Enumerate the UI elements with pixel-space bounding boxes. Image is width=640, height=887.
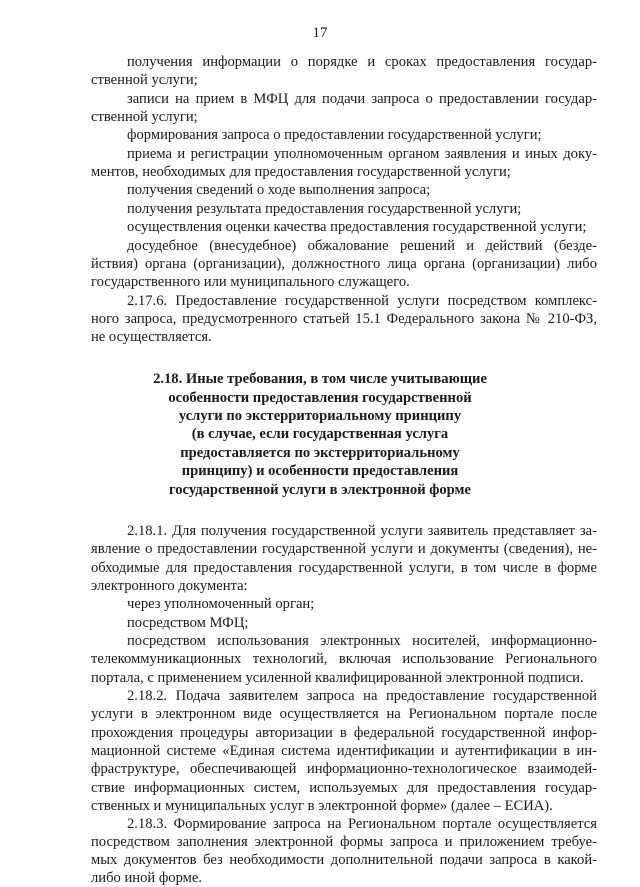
text-line: записи на прием в МФЦ для подачи запроса о предоставлении государ-	[127, 91, 597, 107]
section-heading-line: особенности предоставления государственной	[168, 390, 472, 406]
text-line: осуществления оценки качества предоставления государственной услуги;	[127, 219, 587, 235]
text-line: посредством использования электронных носителей, информационно-	[127, 633, 597, 649]
text-line: либо иной форме.	[91, 870, 203, 886]
text-line: посредством заполнения электронной формы запроса и приложением требуе-	[91, 834, 597, 850]
text-line: фраструктуре, обеспечивающей информационно-технологическое взаимодей-	[91, 761, 597, 777]
text-line: услуги в электронном виде осуществляется на Региональном портале после	[91, 706, 597, 722]
section-heading-line: услуги по экстерриториальному принципу	[178, 408, 462, 424]
text-line: прохождения процедуры авторизации в федеральной государственной инфор-	[91, 725, 597, 741]
text-line: портала, с применением усиленной квалифицированной электронной подписи.	[91, 670, 584, 686]
text-line: 2.18.3. Формирование запроса на Региональном портале осуществляется	[127, 816, 597, 832]
text-line: телекоммуникационных технологий, включая использование Регионального	[91, 651, 597, 667]
text-line: через уполномоченный орган;	[127, 596, 315, 612]
text-line: досудебное (внесудебное) обжалование решений и действий (безде-	[127, 238, 597, 254]
section-heading-line: (в случае, если государственная услуга	[191, 426, 449, 442]
text-line: 2.18.1. Для получения государственной услуги заявитель представляет за-	[127, 523, 597, 539]
section-heading-line: принципу) и особенности предоставления	[181, 463, 459, 479]
text-line: не осуществляется.	[91, 329, 212, 345]
section-heading-line: государственной услуги в электронной форме	[169, 482, 471, 498]
text-line: посредством МФЦ;	[127, 615, 249, 631]
section-heading-line: предоставляется по экстерриториальному	[180, 445, 460, 461]
text-line: получения информации о порядке и сроках предоставления государ-	[127, 54, 597, 70]
text-line: получения результата предоставления государственной услуги;	[127, 201, 522, 217]
text-line: электронного документа:	[91, 578, 248, 594]
text-line: государственного или муниципального служащего.	[91, 274, 410, 290]
text-line: обходимые для предоставления государственной услуги, в том числе в форме	[91, 560, 597, 576]
page-number: 17	[312, 25, 328, 41]
text-line: ственной услуги;	[91, 109, 198, 125]
text-line: приема и регистрации уполномоченным органом заявления и иных доку-	[127, 146, 597, 162]
text-line: мационной системе «Единая система идентификации и аутентификации в ин-	[91, 743, 597, 759]
text-line: ственных и муниципальных услуг в электронной форме» (далее – ЕСИА).	[91, 798, 553, 814]
text-line: ственной услуги;	[91, 72, 198, 88]
text-line: явление о предоставлении государственной услуги и документы (сведения), не-	[91, 541, 597, 557]
text-line: ментов, необходимых для предоставления государственной услуги;	[91, 164, 511, 180]
text-line: йствия) органа (организации), должностного лица органа (организации) либо	[91, 256, 597, 272]
text-line: 2.17.6. Предоставление государственной услуги посредством комплекс-	[127, 293, 597, 309]
text-line: получения сведений о ходе выполнения запроса;	[127, 182, 431, 198]
text-line: ного запроса, предусмотренного статьей 15.1 Федерального закона № 210-ФЗ,	[91, 311, 597, 327]
text-line: ствие информационных систем, используемых для предоставления государ-	[91, 780, 597, 796]
text-line: формирования запроса о предоставлении государственной услуги;	[127, 127, 542, 143]
text-line: 2.18.2. Подача заявителем запроса на предоставление государственной	[127, 688, 597, 704]
text-line: мых документов без необходимости дополнительной подачи запроса в какой-	[91, 852, 597, 868]
section-heading-line: 2.18. Иные требования, в том числе учитывающие	[153, 371, 487, 387]
